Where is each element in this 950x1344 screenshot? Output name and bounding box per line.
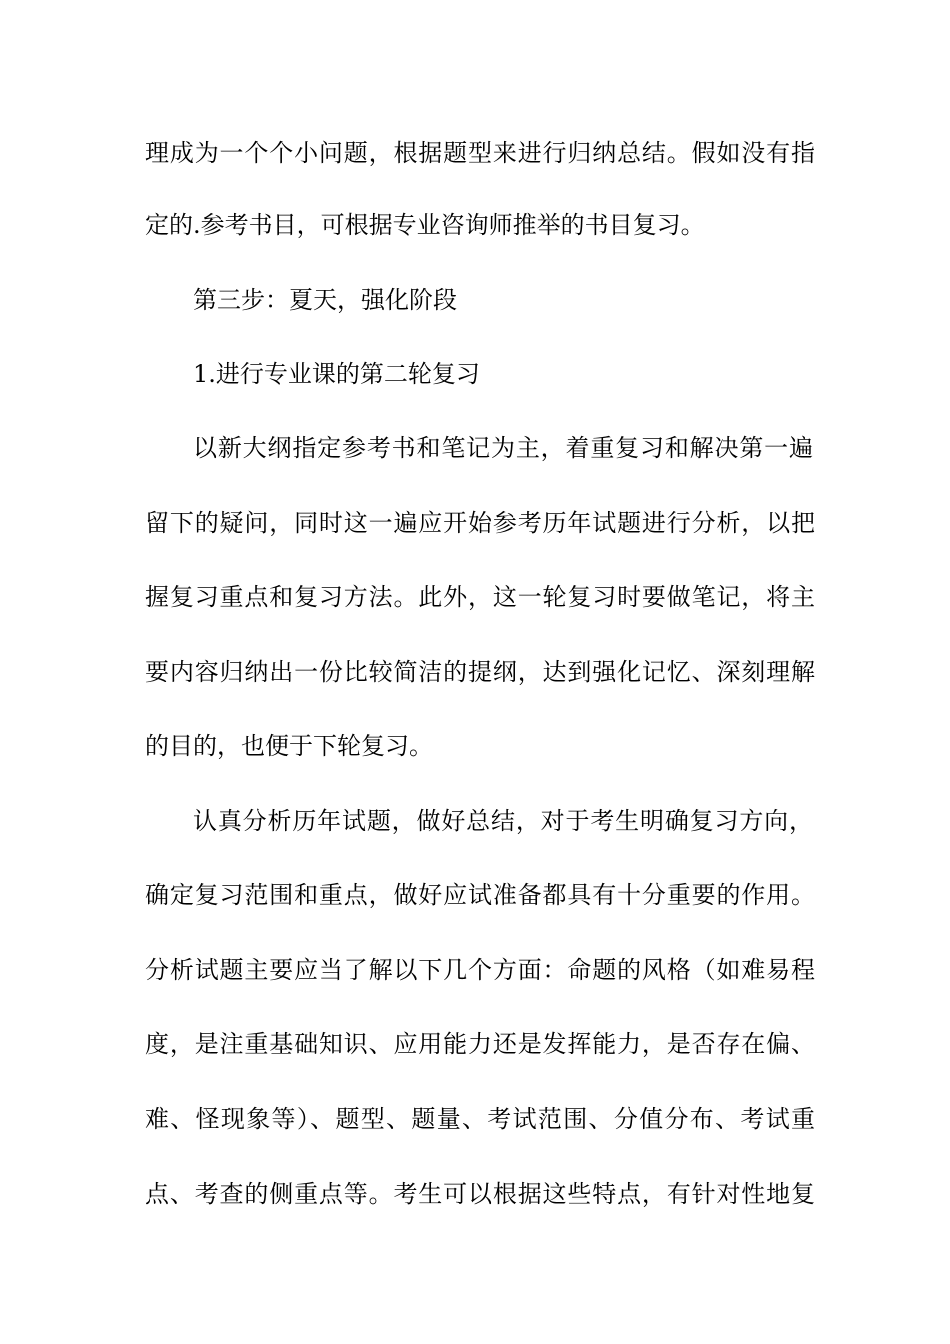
subsection-heading: 1.进行专业课的第二轮复习 xyxy=(193,360,480,388)
paragraph-line: 理成为一个个小问题，根据题型来进行归纳总结。假如没有指 xyxy=(145,139,815,167)
paragraph-line: 认真分析历年试题，做好总结，对于考生明确复习方向， xyxy=(193,807,813,835)
paragraph-line: 的目的，也便于下轮复习。 xyxy=(145,732,433,760)
paragraph-line: 分析试题主要应当了解以下几个方面：命题的风格（如难易程 xyxy=(145,956,815,984)
paragraph-line: 确定复习范围和重点，做好应试准备都具有十分重要的作用。 xyxy=(145,881,815,909)
paragraph-line: 点、考查的侧重点等。考生可以根据这些特点，有针对性地复 xyxy=(145,1180,815,1208)
paragraph-line: 难、怪现象等）、题型、题量、考试范围、分值分布、考试重 xyxy=(145,1105,815,1133)
paragraph-line: 握复习重点和复习方法。此外，这一轮复习时要做笔记，将主 xyxy=(145,583,815,611)
section-heading: 第三步：夏天，强化阶段 xyxy=(193,286,457,314)
paragraph-line: 定的.参考书目，可根据专业咨询师推举的书目复习。 xyxy=(145,211,705,239)
paragraph-line: 要内容归纳出一份比较简洁的提纲，达到强化记忆、深刻理解 xyxy=(145,658,815,686)
paragraph-line: 度，是注重基础知识、应用能力还是发挥能力，是否存在偏、 xyxy=(145,1030,815,1058)
paragraph-line: 留下的疑问，同时这一遍应开始参考历年试题进行分析，以把 xyxy=(145,509,815,537)
paragraph-line: 以新大纲指定参考书和笔记为主，着重复习和解决第一遍 xyxy=(193,434,813,462)
